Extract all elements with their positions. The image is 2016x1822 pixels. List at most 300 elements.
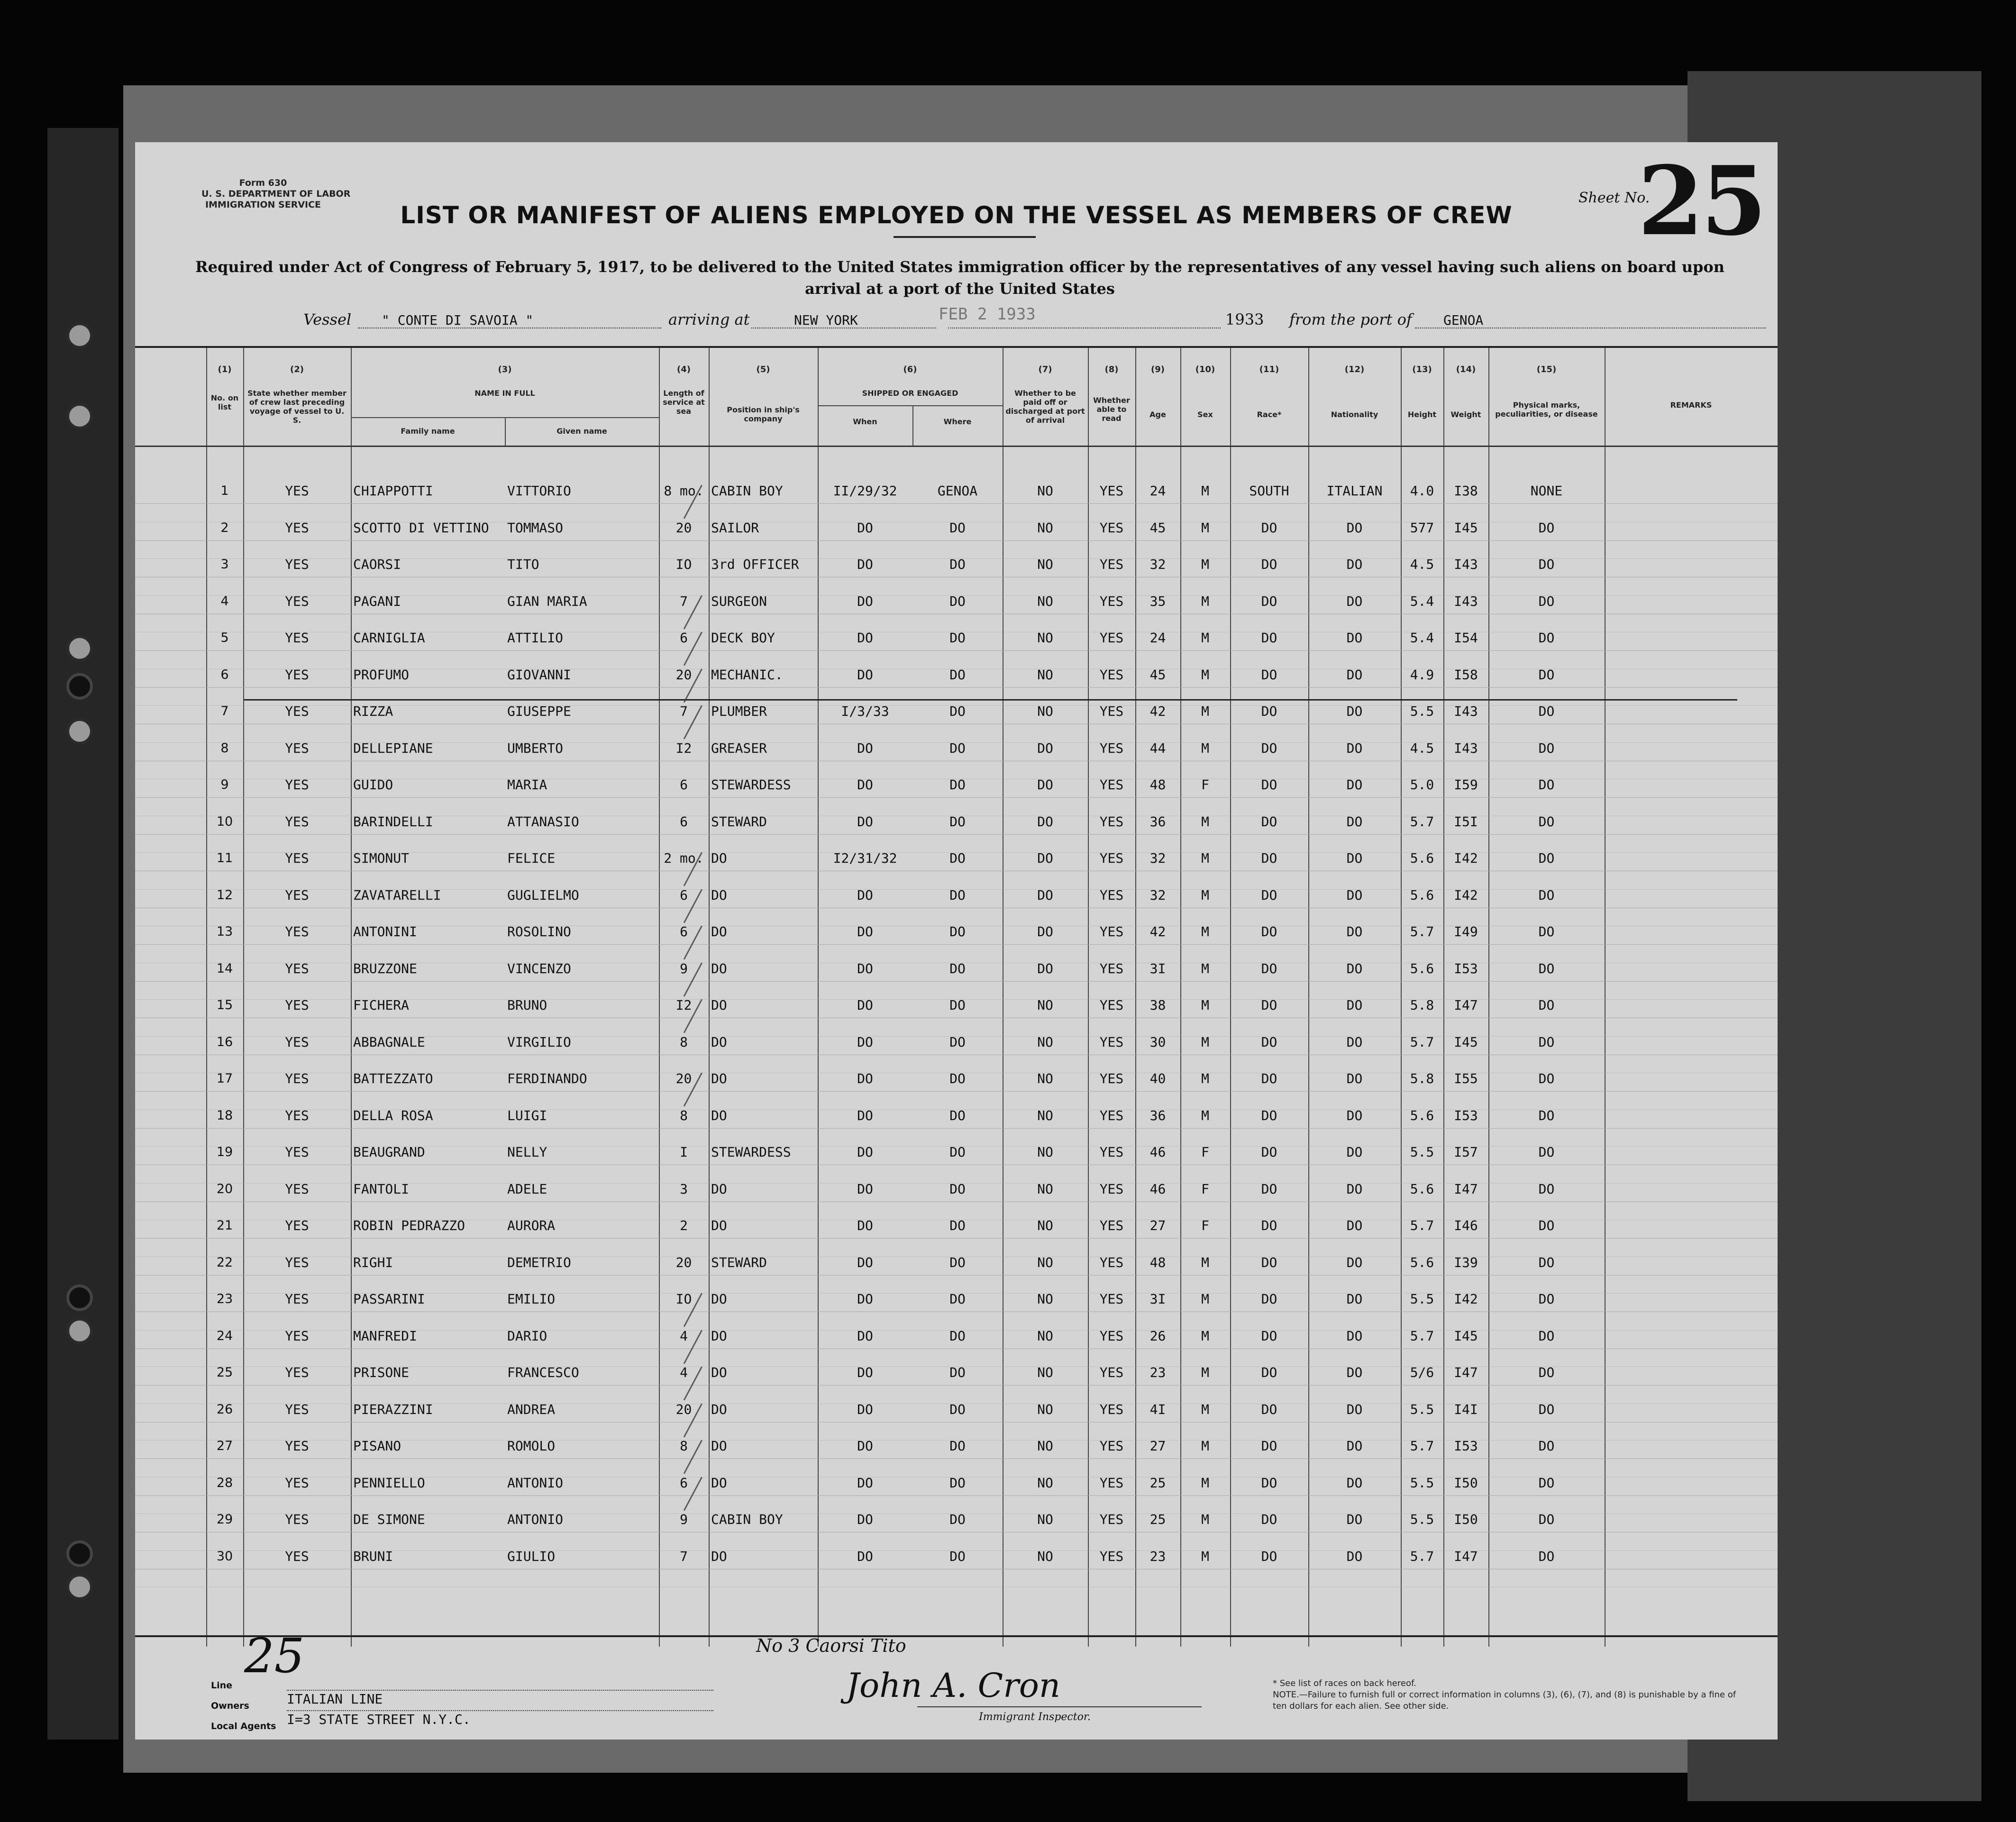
- previous-voyage-cell: YES: [285, 483, 309, 499]
- weight-cell: I39: [1454, 1254, 1478, 1270]
- col-num-9: (9): [1151, 364, 1165, 374]
- weight-cell: I47: [1454, 1365, 1478, 1380]
- nationality-cell: DO: [1346, 1328, 1363, 1344]
- engaged-where-cell: DO: [949, 924, 966, 939]
- row-number-cell: 29: [216, 1512, 233, 1527]
- row-number-cell: 11: [216, 851, 233, 865]
- weight-cell: I43: [1454, 740, 1478, 756]
- able-to-read-cell: YES: [1099, 1512, 1124, 1527]
- engaged-where-cell: DO: [949, 593, 966, 609]
- length-of-service-cell: 6: [680, 887, 688, 903]
- length-of-service-cell: 20: [675, 1254, 692, 1270]
- sex-cell: M: [1201, 1548, 1209, 1564]
- engaged-when-cell: DO: [857, 556, 873, 572]
- height-cell: 5.5: [1410, 1144, 1434, 1160]
- row-rule: [135, 981, 1778, 982]
- department-name: U. S. DEPARTMENT OF LABOR: [201, 189, 351, 199]
- check-mark: [650, 1055, 702, 1107]
- row-number-cell: 24: [216, 1328, 233, 1343]
- race-cell: DO: [1261, 666, 1277, 683]
- engaged-where-cell: DO: [949, 1401, 966, 1417]
- header-race: Race*: [1257, 410, 1282, 419]
- weight-cell: I47: [1454, 1548, 1478, 1564]
- position-cell: SAILOR: [711, 519, 759, 536]
- signature-line: [917, 1706, 1202, 1707]
- length-of-service-cell: I2: [675, 997, 692, 1013]
- given-name-cell: ROMOLO: [507, 1438, 556, 1454]
- engaged-where-cell: DO: [949, 556, 966, 572]
- nationality-cell: DO: [1346, 1218, 1363, 1233]
- length-of-service-cell: 8: [680, 1438, 688, 1454]
- col-num-1: (1): [218, 364, 232, 374]
- sex-cell: M: [1201, 1401, 1209, 1417]
- punch-hole: [66, 1285, 93, 1311]
- punch-hole: [66, 673, 93, 700]
- age-cell: 24: [1149, 630, 1166, 646]
- row-number-cell: 17: [216, 1071, 233, 1086]
- nationality-cell: DO: [1346, 556, 1363, 572]
- row-rule: [135, 1128, 1778, 1129]
- length-of-service-cell: 9: [680, 1512, 688, 1527]
- check-mark: [650, 1459, 702, 1511]
- weight-cell: I38: [1454, 483, 1478, 499]
- family-name-cell: ANTONINI: [353, 924, 417, 939]
- row-rule: [135, 540, 1778, 541]
- family-name-cell: PRISONE: [353, 1365, 410, 1380]
- paid-off-cell: DO: [1037, 887, 1053, 903]
- race-cell: DO: [1261, 1218, 1277, 1233]
- position-cell: DO: [711, 1548, 727, 1564]
- height-cell: 4.9: [1410, 666, 1434, 683]
- engaged-when-cell: DO: [857, 1328, 873, 1344]
- row-number-cell: 6: [220, 667, 229, 682]
- engaged-where-cell: DO: [949, 1548, 966, 1564]
- weight-cell: I57: [1454, 1144, 1478, 1160]
- engaged-when-cell: DO: [857, 1401, 873, 1417]
- weight-cell: I53: [1454, 960, 1478, 976]
- punch-hole: [66, 1318, 93, 1344]
- weight-cell: I58: [1454, 666, 1478, 683]
- able-to-read-cell: YES: [1099, 556, 1124, 572]
- position-cell: PLUMBER: [711, 703, 767, 719]
- nationality-cell: DO: [1346, 1107, 1363, 1123]
- race-cell: DO: [1261, 740, 1277, 756]
- family-name-cell: CARNIGLIA: [353, 630, 425, 646]
- row-rule: [135, 687, 1778, 688]
- handwritten-annotation: No 3 Caorsi Tito: [756, 1635, 906, 1656]
- engaged-where-cell: DO: [949, 850, 966, 866]
- shipped-subheader-rule: [818, 405, 1003, 406]
- length-of-service-cell: 7: [680, 593, 688, 609]
- race-cell: DO: [1261, 1034, 1277, 1050]
- able-to-read-cell: YES: [1099, 1438, 1124, 1454]
- age-cell: 48: [1149, 777, 1166, 793]
- paid-off-cell: NO: [1037, 630, 1053, 646]
- previous-voyage-cell: YES: [285, 887, 309, 903]
- row-number-cell: 19: [216, 1145, 233, 1159]
- height-cell: 5.7: [1410, 1328, 1434, 1344]
- height-cell: 5.7: [1410, 924, 1434, 939]
- col-num-11: (11): [1259, 364, 1279, 374]
- nationality-cell: DO: [1346, 519, 1363, 536]
- height-cell: 5.5: [1410, 1291, 1434, 1307]
- length-of-service-cell: 2: [680, 1218, 688, 1233]
- engaged-where-cell: DO: [949, 1071, 966, 1086]
- header-length-service: Length of service at sea: [663, 389, 705, 416]
- col-num-4: (4): [677, 364, 691, 374]
- able-to-read-cell: YES: [1099, 1254, 1124, 1270]
- previous-voyage-cell: YES: [285, 1548, 309, 1564]
- race-cell: DO: [1261, 1254, 1277, 1270]
- col-num-2: (2): [290, 364, 304, 374]
- row-number-cell: 26: [216, 1402, 233, 1417]
- line-label: Line: [211, 1680, 233, 1691]
- col-num-8: (8): [1104, 364, 1119, 374]
- header-shipped: SHIPPED OR ENGAGED: [862, 389, 958, 398]
- weight-cell: I55: [1454, 1071, 1478, 1086]
- paid-off-cell: NO: [1037, 703, 1053, 719]
- row-rule: [135, 1091, 1778, 1092]
- given-name-cell: EMILIO: [507, 1291, 556, 1307]
- family-name-cell: PISANO: [353, 1438, 401, 1454]
- weight-cell: I47: [1454, 997, 1478, 1013]
- weight-cell: I43: [1454, 703, 1478, 719]
- able-to-read-cell: YES: [1099, 997, 1124, 1013]
- engaged-where-cell: DO: [949, 666, 966, 683]
- row-number-cell: 16: [216, 1034, 233, 1049]
- height-cell: 5.6: [1410, 850, 1434, 866]
- able-to-read-cell: YES: [1099, 887, 1124, 903]
- header-when: When: [853, 417, 877, 426]
- length-of-service-cell: 7: [680, 703, 688, 719]
- sex-cell: M: [1201, 1107, 1209, 1123]
- header-name-in-full: NAME IN FULL: [474, 389, 535, 398]
- engaged-when-cell: DO: [857, 924, 873, 939]
- physical-marks-cell: DO: [1538, 997, 1555, 1013]
- age-cell: 23: [1149, 1548, 1166, 1564]
- race-cell: DO: [1261, 519, 1277, 536]
- physical-marks-cell: DO: [1538, 1475, 1555, 1491]
- engaged-where-cell: DO: [949, 1512, 966, 1527]
- check-mark: [650, 467, 702, 519]
- column-divider: [1605, 348, 1606, 1647]
- previous-voyage-cell: YES: [285, 1218, 309, 1233]
- physical-marks-cell: DO: [1538, 1034, 1555, 1050]
- length-of-service-cell: 8 mo.: [664, 483, 704, 499]
- engaged-when-cell: DO: [857, 997, 873, 1013]
- previous-voyage-cell: YES: [285, 740, 309, 756]
- race-cell: DO: [1261, 887, 1277, 903]
- previous-voyage-cell: YES: [285, 1034, 309, 1050]
- col-num-3: (3): [498, 364, 512, 374]
- row-number-cell: 22: [216, 1255, 233, 1270]
- engaged-when-cell: DO: [857, 813, 873, 829]
- engaged-where-cell: DO: [949, 887, 966, 903]
- paid-off-cell: NO: [1037, 1071, 1053, 1086]
- family-name-cell: MANFREDI: [353, 1328, 417, 1344]
- physical-marks-cell: DO: [1538, 1365, 1555, 1380]
- paid-off-cell: NO: [1037, 1401, 1053, 1417]
- paid-off-cell: NO: [1037, 1254, 1053, 1270]
- length-of-service-cell: 8: [680, 1034, 688, 1050]
- height-cell: 5.6: [1410, 1181, 1434, 1197]
- able-to-read-cell: YES: [1099, 1365, 1124, 1380]
- weight-cell: I5I: [1454, 813, 1478, 829]
- able-to-read-cell: YES: [1099, 850, 1124, 866]
- paid-off-cell: NO: [1037, 1144, 1053, 1160]
- position-cell: DO: [711, 1034, 727, 1050]
- sex-cell: M: [1201, 887, 1209, 903]
- previous-voyage-cell: YES: [285, 850, 309, 866]
- race-cell: DO: [1261, 1181, 1277, 1197]
- previous-voyage-cell: YES: [285, 777, 309, 793]
- nationality-cell: DO: [1346, 630, 1363, 646]
- family-name-cell: ROBIN PEDRAZZO: [353, 1218, 465, 1233]
- family-name-cell: DELLA ROSA: [353, 1107, 433, 1123]
- age-cell: 32: [1149, 556, 1166, 572]
- paid-off-cell: NO: [1037, 1034, 1053, 1050]
- column-divider: [351, 348, 352, 1647]
- paid-off-cell: NO: [1037, 1107, 1053, 1123]
- engaged-when-cell: II/29/32: [833, 483, 897, 499]
- physical-marks-cell: DO: [1538, 850, 1555, 866]
- owners-value: ITALIAN LINE: [287, 1691, 383, 1707]
- family-name-cell: BRUNI: [353, 1548, 393, 1564]
- nationality-cell: DO: [1346, 1401, 1363, 1417]
- engaged-where-cell: DO: [949, 777, 966, 793]
- given-name-cell: FERDINANDO: [507, 1071, 587, 1086]
- header-physical-marks: Physical marks, peculiarities, or disease: [1495, 401, 1598, 419]
- nationality-cell: DO: [1346, 960, 1363, 976]
- previous-voyage-cell: YES: [285, 1438, 309, 1454]
- length-of-service-cell: IO: [675, 556, 692, 572]
- nationality-cell: DO: [1346, 1291, 1363, 1307]
- strike-through-row-3: [244, 699, 1737, 701]
- given-name-cell: MARIA: [507, 777, 547, 793]
- previous-voyage-cell: YES: [285, 1144, 309, 1160]
- paid-off-cell: NO: [1037, 1181, 1053, 1197]
- previous-voyage-cell: YES: [285, 1291, 309, 1307]
- family-name-cell: BEAUGRAND: [353, 1144, 425, 1160]
- family-name-cell: CHIAPPOTTI: [353, 483, 433, 499]
- physical-marks-cell: DO: [1538, 1107, 1555, 1123]
- engaged-where-cell: DO: [949, 1365, 966, 1380]
- col-num-10: (10): [1195, 364, 1215, 374]
- family-name-cell: PENNIELLO: [353, 1475, 425, 1491]
- engaged-where-cell: DO: [949, 1034, 966, 1050]
- given-name-cell: FRANCESCO: [507, 1365, 579, 1380]
- able-to-read-cell: YES: [1099, 593, 1124, 609]
- sex-cell: M: [1201, 1034, 1209, 1050]
- nationality-cell: DO: [1346, 1475, 1363, 1491]
- given-name-cell: GIOVANNI: [507, 666, 571, 683]
- paid-off-cell: DO: [1037, 777, 1053, 793]
- height-cell: 5.6: [1410, 1254, 1434, 1270]
- previous-voyage-cell: YES: [285, 924, 309, 939]
- engaged-where-cell: DO: [949, 630, 966, 646]
- engaged-when-cell: DO: [857, 519, 873, 536]
- age-cell: 45: [1149, 519, 1166, 536]
- header-age: Age: [1149, 410, 1166, 419]
- nationality-cell: DO: [1346, 593, 1363, 609]
- col-num-12: (12): [1344, 364, 1365, 374]
- able-to-read-cell: YES: [1099, 1107, 1124, 1123]
- able-to-read-cell: YES: [1099, 1401, 1124, 1417]
- weight-cell: I42: [1454, 1291, 1478, 1307]
- sheet-label: Sheet No.: [1578, 190, 1650, 206]
- vessel-label: Vessel: [303, 310, 352, 328]
- race-cell: DO: [1261, 924, 1277, 939]
- able-to-read-cell: YES: [1099, 703, 1124, 719]
- race-cell: DO: [1261, 1144, 1277, 1160]
- sheet-number: 25: [1638, 146, 1764, 257]
- previous-voyage-cell: YES: [285, 1181, 309, 1197]
- family-name-cell: DELLEPIANE: [353, 740, 433, 756]
- row-rule: [135, 797, 1778, 798]
- paid-off-cell: NO: [1037, 1218, 1053, 1233]
- previous-voyage-cell: YES: [285, 813, 309, 829]
- engaged-where-cell: DO: [949, 740, 966, 756]
- sex-cell: M: [1201, 519, 1209, 536]
- family-name-cell: RIGHI: [353, 1254, 393, 1270]
- position-cell: DO: [711, 1401, 727, 1417]
- length-of-service-cell: I2: [675, 740, 692, 756]
- position-cell: DO: [711, 997, 727, 1013]
- length-of-service-cell: 4: [680, 1328, 688, 1344]
- header-bottom-rule: [135, 446, 1778, 447]
- from-port: GENOA: [1443, 312, 1484, 328]
- length-of-service-cell: 6: [680, 777, 688, 793]
- family-name-cell: BATTEZZATO: [353, 1071, 433, 1086]
- punch-hole: [66, 635, 93, 662]
- able-to-read-cell: YES: [1099, 924, 1124, 939]
- header-height: Height: [1407, 410, 1437, 419]
- physical-marks-cell: DO: [1538, 1218, 1555, 1233]
- weight-cell: I42: [1454, 850, 1478, 866]
- able-to-read-cell: YES: [1099, 1034, 1124, 1050]
- race-cell: DO: [1261, 1328, 1277, 1344]
- paid-off-cell: NO: [1037, 593, 1053, 609]
- age-cell: 3I: [1149, 1291, 1166, 1307]
- punch-hole: [66, 718, 93, 745]
- given-name-cell: GIUSEPPE: [507, 703, 571, 719]
- height-cell: 5.7: [1410, 1034, 1434, 1050]
- position-cell: DO: [711, 1438, 727, 1454]
- sex-cell: M: [1201, 1291, 1209, 1307]
- row-number-cell: 3: [220, 557, 229, 572]
- able-to-read-cell: YES: [1099, 1475, 1124, 1491]
- paid-off-cell: DO: [1037, 960, 1053, 976]
- height-cell: 5.5: [1410, 1401, 1434, 1417]
- row-number-cell: 13: [216, 924, 233, 939]
- engaged-when-cell: DO: [857, 593, 873, 609]
- paid-off-cell: NO: [1037, 997, 1053, 1013]
- physical-marks-cell: NONE: [1530, 483, 1563, 499]
- height-cell: 5.6: [1410, 887, 1434, 903]
- row-number-cell: 27: [216, 1439, 233, 1453]
- nationality-cell: DO: [1346, 1365, 1363, 1380]
- family-name-cell: PROFUMO: [353, 666, 410, 683]
- race-cell: DO: [1261, 1512, 1277, 1527]
- table-bottom-rule: [135, 1635, 1778, 1637]
- previous-voyage-cell: YES: [285, 997, 309, 1013]
- weight-cell: I50: [1454, 1512, 1478, 1527]
- physical-marks-cell: DO: [1538, 1548, 1555, 1564]
- engaged-when-cell: DO: [857, 1144, 873, 1160]
- race-cell: DO: [1261, 1291, 1277, 1307]
- family-name-cell: PASSARINI: [353, 1291, 425, 1307]
- height-cell: 5.4: [1410, 630, 1434, 646]
- sex-cell: F: [1201, 1218, 1209, 1233]
- sex-cell: M: [1201, 740, 1209, 756]
- position-cell: DO: [711, 960, 727, 976]
- engaged-when-cell: DO: [857, 1254, 873, 1270]
- race-cell: SOUTH: [1249, 483, 1289, 499]
- height-cell: 5.8: [1410, 1071, 1434, 1086]
- engaged-where-cell: DO: [949, 1218, 966, 1233]
- engaged-when-cell: DO: [857, 666, 873, 683]
- owners-fill: [287, 1710, 713, 1711]
- service-name: IMMIGRATION SERVICE: [205, 200, 321, 210]
- able-to-read-cell: YES: [1099, 777, 1124, 793]
- height-cell: 5.8: [1410, 997, 1434, 1013]
- height-cell: 5.7: [1410, 1438, 1434, 1454]
- row-number-cell: 2: [220, 520, 229, 535]
- paid-off-cell: NO: [1037, 666, 1053, 683]
- weight-cell: I50: [1454, 1475, 1478, 1491]
- height-cell: 5.5: [1410, 703, 1434, 719]
- height-cell: 5.5: [1410, 1512, 1434, 1527]
- header-able-read: Whether able to read: [1093, 396, 1130, 423]
- paid-off-cell: NO: [1037, 1438, 1053, 1454]
- length-of-service-cell: 3: [680, 1181, 688, 1197]
- age-cell: 44: [1149, 740, 1166, 756]
- able-to-read-cell: YES: [1099, 1328, 1124, 1344]
- age-cell: 32: [1149, 887, 1166, 903]
- nationality-cell: DO: [1346, 1254, 1363, 1270]
- binding-edge: [47, 128, 119, 1740]
- sex-cell: M: [1201, 1365, 1209, 1380]
- sex-cell: M: [1201, 813, 1209, 829]
- row-number-cell: 8: [220, 740, 229, 756]
- family-name-cell: CAORSI: [353, 556, 401, 572]
- height-cell: 5.6: [1410, 1107, 1434, 1123]
- weight-cell: I43: [1454, 593, 1478, 609]
- position-cell: CABIN BOY: [711, 483, 783, 499]
- given-name-cell: TOMMASO: [507, 519, 564, 536]
- race-note: * See list of races on back hereof.: [1273, 1678, 1416, 1688]
- given-name-cell: BRUNO: [507, 997, 547, 1013]
- race-cell: DO: [1261, 997, 1277, 1013]
- paid-off-cell: NO: [1037, 1291, 1053, 1307]
- length-of-service-cell: I: [680, 1144, 688, 1160]
- height-cell: 4.5: [1410, 740, 1434, 756]
- engaged-when-cell: DO: [857, 1107, 873, 1123]
- header-given-name: Given name: [556, 427, 607, 436]
- age-cell: 27: [1149, 1218, 1166, 1233]
- position-cell: STEWARDESS: [711, 1144, 791, 1160]
- sex-cell: M: [1201, 850, 1209, 866]
- physical-marks-cell: DO: [1538, 740, 1555, 756]
- race-cell: DO: [1261, 593, 1277, 609]
- weight-cell: I49: [1454, 924, 1478, 939]
- position-cell: STEWARDESS: [711, 777, 791, 793]
- owners-label: Owners: [211, 1701, 249, 1711]
- family-name-cell: BRUZZONE: [353, 960, 417, 976]
- family-name-cell: RIZZA: [353, 703, 393, 719]
- given-name-cell: DARIO: [507, 1328, 547, 1344]
- age-cell: 27: [1149, 1438, 1166, 1454]
